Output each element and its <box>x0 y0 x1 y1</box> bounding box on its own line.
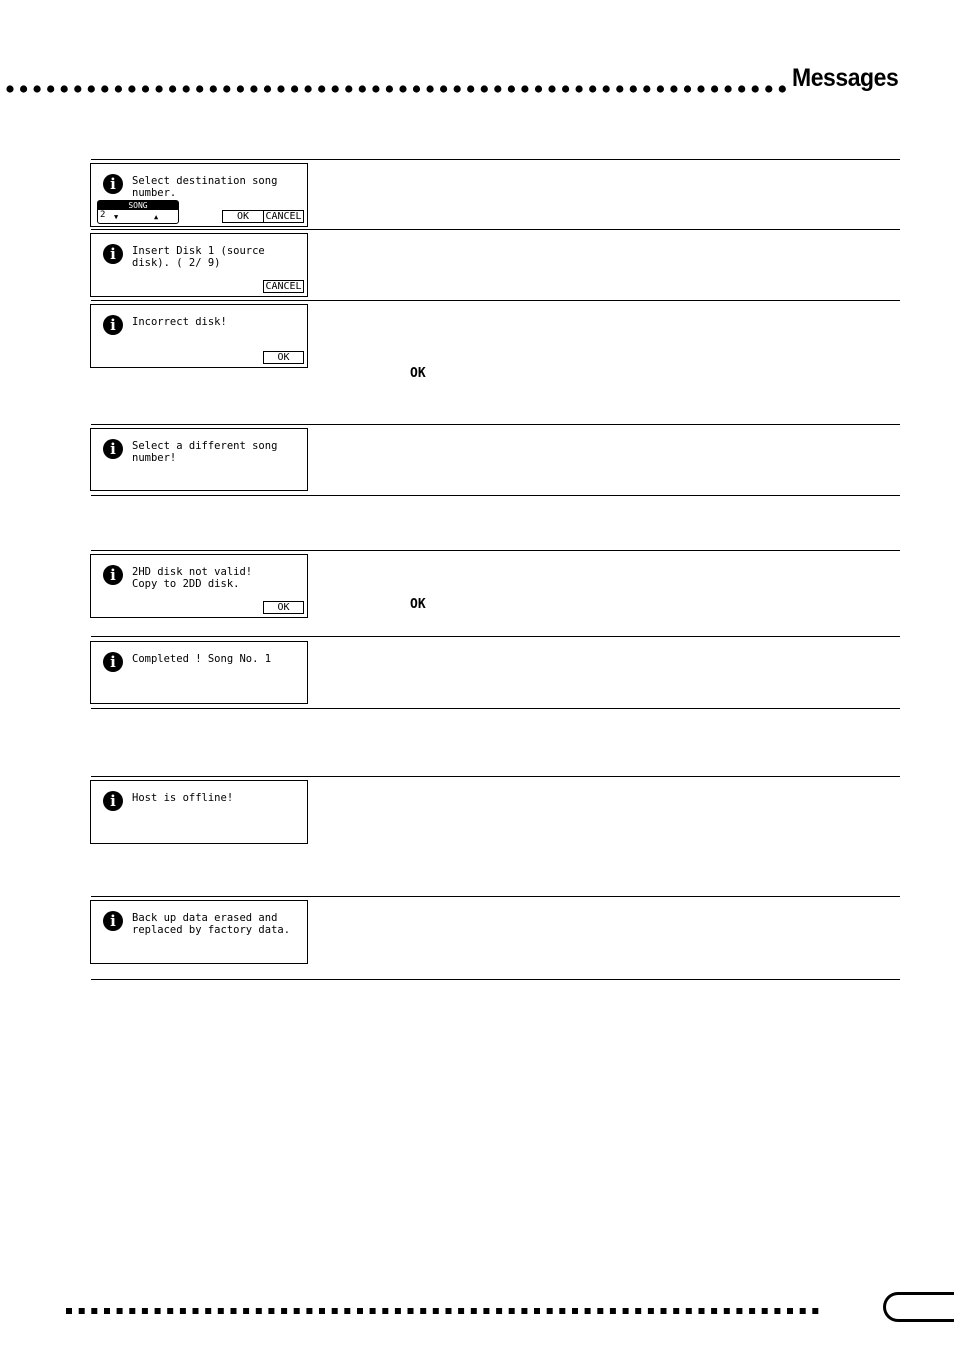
footer-dash <box>610 1308 616 1314</box>
footer-dash <box>231 1308 237 1314</box>
header-dot <box>372 85 379 92</box>
footer-dash <box>572 1308 578 1314</box>
footer-dash <box>648 1308 654 1314</box>
section-rule <box>91 708 900 709</box>
header-dot <box>562 85 569 92</box>
header-dot <box>237 85 244 92</box>
song-down-arrow-icon[interactable]: ▼ <box>114 213 119 221</box>
header-dot <box>508 85 515 92</box>
header-dot <box>576 85 583 92</box>
section-rule <box>91 424 900 425</box>
section-rule <box>91 495 900 496</box>
info-icon: i <box>103 565 123 585</box>
footer-dash <box>446 1308 452 1314</box>
header-dot <box>589 85 596 92</box>
footer-dash <box>66 1308 72 1314</box>
header-dot <box>210 85 217 92</box>
info-icon: i <box>103 791 123 811</box>
header-dot <box>291 85 298 92</box>
footer-dash <box>306 1308 312 1314</box>
footer-dash <box>79 1308 85 1314</box>
header-dot <box>657 85 664 92</box>
message-panel-completed <box>90 641 308 704</box>
footer-dash <box>762 1308 768 1314</box>
section-rule <box>91 550 900 551</box>
footer-dash <box>382 1308 388 1314</box>
header-dot <box>765 85 772 92</box>
message-text: Back up data erased and replaced by factory data. <box>132 912 291 936</box>
footer-dash <box>129 1308 135 1314</box>
header-dot <box>697 85 704 92</box>
message-text: Select a different song number! <box>132 440 278 464</box>
footer-dash <box>509 1308 515 1314</box>
footer-dash <box>547 1308 553 1314</box>
header-dot <box>738 85 745 92</box>
ok-reference: OK <box>410 597 426 612</box>
header-dot <box>616 85 623 92</box>
ok-button[interactable]: OK <box>222 210 264 223</box>
header-dot <box>115 85 122 92</box>
message-panel-insert-disk <box>90 233 308 297</box>
header-dot <box>196 85 203 92</box>
header-dot <box>413 85 420 92</box>
cancel-button[interactable]: CANCEL <box>263 280 304 293</box>
info-icon: i <box>103 244 123 264</box>
header-dot <box>670 85 677 92</box>
footer-dash <box>256 1308 262 1314</box>
ok-reference: OK <box>410 366 426 381</box>
header-dot <box>481 85 488 92</box>
footer-dash <box>319 1308 325 1314</box>
footer-dash <box>812 1308 818 1314</box>
header-dot <box>345 85 352 92</box>
footer-dash <box>686 1308 692 1314</box>
header-dot <box>725 85 732 92</box>
footer-dash <box>357 1308 363 1314</box>
info-icon: i <box>103 315 123 335</box>
header-dot <box>183 85 190 92</box>
footer-dash <box>724 1308 730 1314</box>
header-dot <box>101 85 108 92</box>
footer-dash <box>736 1308 742 1314</box>
footer-dash <box>395 1308 401 1314</box>
footer-dash <box>420 1308 426 1314</box>
footer-dash <box>661 1308 667 1314</box>
footer-dash <box>521 1308 527 1314</box>
header-dot <box>521 85 528 92</box>
header-dot <box>169 85 176 92</box>
footer-dash <box>205 1308 211 1314</box>
message-text: Incorrect disk! <box>132 316 227 328</box>
info-icon: i <box>103 911 123 931</box>
header-dot <box>34 85 41 92</box>
footer-dash <box>243 1308 249 1314</box>
ok-button[interactable]: OK <box>263 601 304 614</box>
footer-dash <box>155 1308 161 1314</box>
footer-dash <box>774 1308 780 1314</box>
footer-dash <box>193 1308 199 1314</box>
header-dot <box>752 85 759 92</box>
message-panel-backup-erased <box>90 900 308 964</box>
footer-dash <box>471 1308 477 1314</box>
section-rule <box>91 979 900 980</box>
footer-dash-rule <box>66 1307 820 1315</box>
header-dot <box>386 85 393 92</box>
header-dot <box>318 85 325 92</box>
footer-dash <box>117 1308 123 1314</box>
message-text: Host is offline! <box>132 792 234 804</box>
footer-dash <box>623 1308 629 1314</box>
header-dot <box>305 85 312 92</box>
info-icon: i <box>103 652 123 672</box>
header-dot <box>467 85 474 92</box>
header-dot <box>223 85 230 92</box>
footer-dash <box>559 1308 565 1314</box>
footer-dash <box>91 1308 97 1314</box>
footer-dash <box>699 1308 705 1314</box>
message-panel-host-offline <box>90 780 308 844</box>
header-dot <box>548 85 555 92</box>
footer-dash <box>635 1308 641 1314</box>
message-text: Insert Disk 1 (source disk). ( 2/ 9) <box>132 245 265 269</box>
footer-dash <box>483 1308 489 1314</box>
message-panel-2hd-not-valid <box>90 554 308 618</box>
header-dot <box>454 85 461 92</box>
section-rule <box>91 636 900 637</box>
footer-dash <box>458 1308 464 1314</box>
header-dot <box>427 85 434 92</box>
footer-dash <box>218 1308 224 1314</box>
message-panel-different-song <box>90 428 308 491</box>
header-dot <box>74 85 81 92</box>
page-title: Messages <box>792 64 899 92</box>
header-dot <box>711 85 718 92</box>
message-text: Select destination song number. <box>132 175 278 199</box>
header-dot <box>47 85 54 92</box>
footer-dash <box>585 1308 591 1314</box>
section-rule <box>91 159 900 160</box>
section-rule <box>91 300 900 301</box>
footer-dash <box>673 1308 679 1314</box>
message-panel-select-destination <box>90 163 308 227</box>
header-dot <box>779 85 786 92</box>
message-text: Completed ! Song No. 1 <box>132 653 272 665</box>
footer-dash <box>167 1308 173 1314</box>
header-dot <box>643 85 650 92</box>
header-dot <box>88 85 95 92</box>
header-dot <box>603 85 610 92</box>
header-dot <box>128 85 135 92</box>
header-dot <box>6 85 13 92</box>
header-dot-rule <box>6 84 786 94</box>
header-dot <box>359 85 366 92</box>
header-dot <box>250 85 257 92</box>
footer-dash <box>408 1308 414 1314</box>
footer-dash <box>711 1308 717 1314</box>
footer-dash <box>142 1308 148 1314</box>
footer-dash <box>104 1308 110 1314</box>
header-dot <box>277 85 284 92</box>
footer-dash <box>294 1308 300 1314</box>
message-panel-incorrect-disk <box>90 304 308 368</box>
header-dot <box>535 85 542 92</box>
page-number-tab <box>883 1292 954 1322</box>
footer-dash <box>344 1308 350 1314</box>
header-dot <box>684 85 691 92</box>
header-dot <box>399 85 406 92</box>
header-dot <box>264 85 271 92</box>
header-dot <box>494 85 501 92</box>
song-up-arrow-icon[interactable]: ▲ <box>154 213 159 221</box>
song-value: 2 <box>100 210 106 220</box>
song-label: SONG <box>98 201 178 210</box>
header-dot <box>61 85 68 92</box>
footer-dash <box>370 1308 376 1314</box>
header-dot <box>630 85 637 92</box>
song-number-selector[interactable] <box>97 200 179 224</box>
message-text: 2HD disk not valid! Copy to 2DD disk. <box>132 566 253 590</box>
section-rule <box>91 776 900 777</box>
section-rule <box>91 229 900 230</box>
footer-dash <box>534 1308 540 1314</box>
footer-dash <box>268 1308 274 1314</box>
footer-dash <box>332 1308 338 1314</box>
header-dot <box>332 85 339 92</box>
header-dot <box>142 85 149 92</box>
footer-dash <box>787 1308 793 1314</box>
header-dot <box>20 85 27 92</box>
header-dot <box>440 85 447 92</box>
footer-dash <box>496 1308 502 1314</box>
footer-dash <box>281 1308 287 1314</box>
cancel-button[interactable]: CANCEL <box>263 210 304 223</box>
footer-dash <box>597 1308 603 1314</box>
info-icon: i <box>103 439 123 459</box>
footer-dash <box>749 1308 755 1314</box>
info-icon: i <box>103 174 123 194</box>
section-rule <box>91 896 900 897</box>
footer-dash <box>180 1308 186 1314</box>
ok-button[interactable]: OK <box>263 351 304 364</box>
footer-dash <box>800 1308 806 1314</box>
header-dot <box>156 85 163 92</box>
footer-dash <box>433 1308 439 1314</box>
